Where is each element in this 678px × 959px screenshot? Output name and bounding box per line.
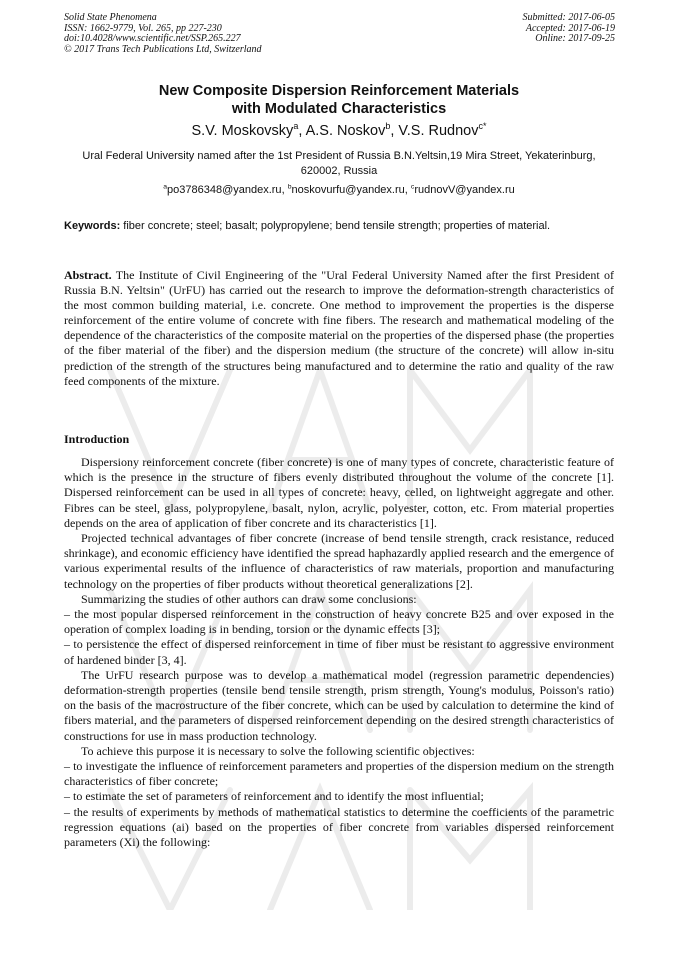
- email: $^a$po3786348@yandex.ru,: [163, 183, 288, 196]
- author-list: [64, 122, 614, 140]
- keywords-label: Keywords:: [64, 220, 121, 232]
- email: $^c$rudnovV@yandex.ru: [410, 183, 515, 196]
- submitted-date: Submitted: 2017-06-05: [522, 12, 615, 23]
- author: V.S. Rudnov$^{c*}$: [398, 121, 487, 139]
- accepted-date: Accepted: 2017-06-19: [525, 22, 615, 34]
- list-item: – the results of experiments by methods of mathematical statistics to determine the coefficients of the parametric regression equations (ai) based on the properties of fiber concrete from variables dispersed reinforcement parameters (Xi) the following:: [64, 804, 614, 850]
- email: $^b$noskovurfu@yandex.ru,: [287, 183, 411, 196]
- paragraph: Projected technical advantages of fiber concrete (increase of bend tensile strength, crack resistance, reduced shrinkage), and economic efficiency have identified the spread haphazardly applied research and the emergence of various experimental results of the influence of characteristics of raw materials, proportion and manufacturing technology on the properties of fiber products without theoretical generalizations [2].: [64, 531, 614, 591]
- title-line-1: New Composite Dispersion Reinforcement Materials: [158, 83, 520, 99]
- affiliation: Ural Federal University named after the 1st President of Russia B.N.Yeltsin,19 Mira Street, Yekaterinburg, 620002, Russia: [82, 150, 596, 177]
- email-list: [64, 183, 614, 198]
- paragraph: Summarizing the studies of other authors can draw some conclusions:: [81, 591, 417, 606]
- keywords: [64, 219, 614, 234]
- issn-line: ISSN: 1662-9779, Vol. 265, pp 227-230: [64, 22, 222, 34]
- abstract-text: The Institute of Civil Engineering of the "Ural Federal University Named after the first President of Russia B.N. Yeltsin" (UrFU) has carried out the research to improve the deformation-strength characteristics of the most common building material, i.e. concrete. One method to improvement the properties is the disperse reinforcement of the entire volume of concrete with fine fibers. The research and mathematical modeling of the dependence of the characteristics of the composite material on the properties of the dispersed phase (the properties of the fiber material of the fiber) and the dispersion medium (the structure of the concrete) will allow in-situ prediction of the strength of the structures being manufactured and to determine the ratio and quality of the raw feed components of the mixture.: [64, 268, 614, 388]
- author: S.V. Moskovsky$^a$,: [191, 121, 306, 139]
- paragraph: To achieve this purpose it is necessary to solve the following scientific objectives:: [81, 743, 475, 758]
- list-item: – to investigate the influence of reinforcement parameters and properties of the dispersion medium on the strength characteristics of fiber concrete;: [64, 759, 614, 789]
- abstract: [64, 268, 614, 389]
- paragraph: The UrFU research purpose was to develop a mathematical model (regression parametric dependencies) deformation-strength properties (tensile bend tensile strength, prism strength, Young's modulus, Poisson's ratio) on the basis of the macrostructure of the fiber concrete, which can be used by calculation to determine the kind of fibers material, and the parameters of dispersed reinforcement depending on the desired strength characteristics of constructions for use in mass production technology.: [64, 667, 614, 743]
- keywords-text: fiber concrete; steel; basalt; polypropylene; bend tensile strength; properties of material.: [120, 220, 551, 232]
- list-item: – to estimate the set of parameters of reinforcement and to identify the most influential;: [64, 789, 484, 804]
- title-line-2: with Modulated Characteristics: [231, 101, 447, 117]
- list-item: – the most popular dispersed reinforcement in the construction of heavy concrete B25 and over exposed in the operation of complex loading is in bending, torsion or the dynamic effects [3];: [64, 607, 614, 637]
- online-date: Online: 2017-09-25: [535, 33, 615, 44]
- paper-title: [64, 82, 614, 118]
- list-item: – to persistence the effect of dispersed reinforcement in time of fiber must be resistant to aggressive environment of hardened binder [3, 4].: [64, 637, 614, 667]
- journal-name: Solid State Phenomena: [64, 12, 157, 23]
- section-heading: Introduction: [64, 432, 130, 446]
- dates-info: [523, 13, 616, 45]
- doi-line: doi:10.4028/www.scientific.net/SSP.265.227: [64, 33, 241, 44]
- paragraph: Dispersiony reinforcement concrete (fiber concrete) is one of many types of concrete, characteristic feature of which is the presence in the structure of fibers evenly distributed throughout the volume of the concrete [1]. Dispersed reinforcement can be used in all types of concrete: heavy, celled, on lightweight aggregate and other. Fibres can be steel, glass, polypropylene, basalt, nylon, acrylic, polyester, cotton, etc. From material properties depends on the area of application of fiber concrete and its characteristics [1].: [64, 455, 614, 530]
- introduction-body: [64, 455, 614, 850]
- copyright-line: © 2017 Trans Tech Publications Ltd, Switzerland: [64, 43, 262, 55]
- author: A.S. Noskov$^b$,: [305, 121, 399, 139]
- abstract-label: Abstract.: [64, 268, 112, 282]
- journal-info: [64, 13, 262, 55]
